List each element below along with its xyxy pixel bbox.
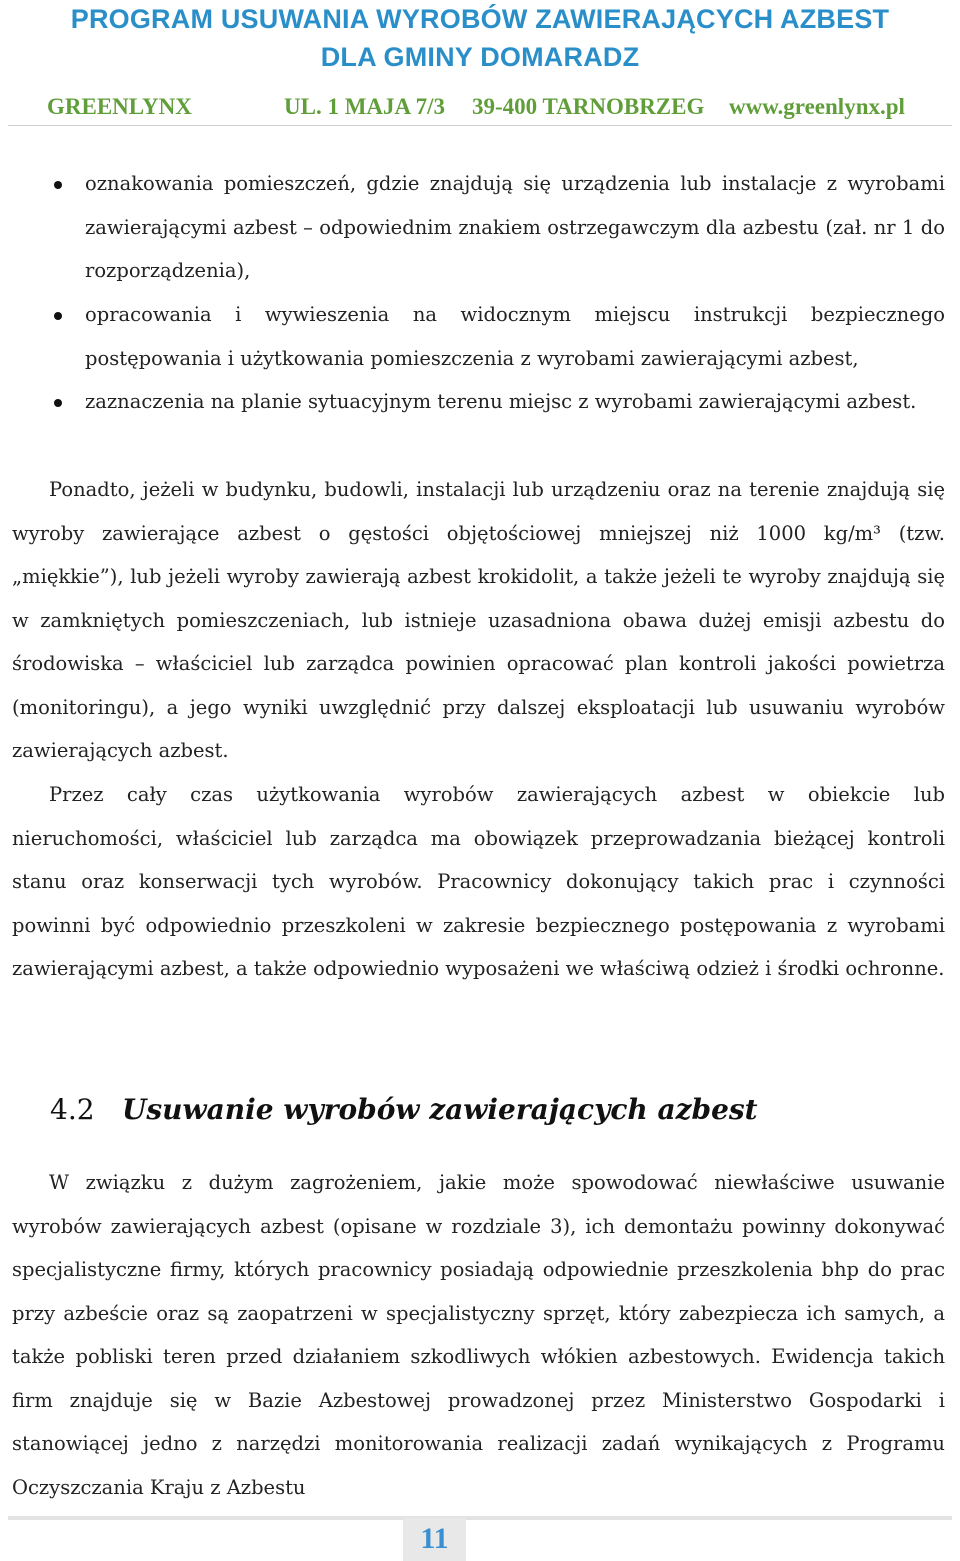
paragraph-maintenance: Przez cały czas użytkowania wyrobów zawierających azbest w obiekcie lub nieruchomości, właściciel lub zarządca ma obowiązek przeprowadzania bieżącej kontroli stanu oraz konserwacji tych wyrobów. Pracownicy dokonujący takich prac i czynności powinni być odpowiednio przeszkoleni w zakresie bezpiecznego postępowania z wyrobami zawierającymi azbest, a także odpowiednio wyposażeni we właściwą odzież i środki ochronne. <box>12 783 945 980</box>
document-title-line2: DLA GMINY DOMARADZ <box>320 42 640 72</box>
paragraph-removal: W związku z dużym zagrożeniem, jakie może spowodować niewłaściwe usuwanie wyrobów zawierających azbest (opisane w rozdziale 3), ich demontażu powinny dokonywać specjalistyczne firmy, których pracownicy posiadają odpowiednie przeszkolenia bhp do prac przy azbeście oraz są zaopatrzeni w specjalistyczny sprzęt, który zabezpiecza ich samych, a także pobliski teren przed działaniem szkodliwych włókien azbestowych. Ewidencja takich firm znajduje się w Bazie Azbestowej prowadzonej przez Ministerstwo Gospodarki i stanowiącej jedno z narzędzi monitorowania realizacji zadań wynikających z Programu Oczyszczania Kraju z Azbestu <box>12 1171 945 1499</box>
section-number: 4.2 <box>50 1093 95 1126</box>
section-heading <box>50 1088 758 1132</box>
footer-divider <box>8 1516 952 1520</box>
company-street: UL. 1 MAJA 7/3 <box>284 94 445 119</box>
header-divider <box>8 125 952 126</box>
company-header <box>47 90 917 124</box>
company-city: 39-400 TARNOBRZEG <box>472 94 705 119</box>
page-number: 11 <box>420 1522 449 1555</box>
company-website[interactable]: www.greenlynx.pl <box>729 94 905 119</box>
section-title: Usuwanie wyrobów zawierających azbest <box>122 1093 758 1126</box>
bullet-icon <box>54 181 62 189</box>
company-name: GREENLYNX <box>47 94 192 119</box>
bullet-item-2: opracowania i wywieszenia na widocznym miejscu instrukcji bezpiecznego postępowania i użytkowania pomieszczenia z wyrobami zawierającymi azbest, <box>85 303 945 370</box>
paragraph-monitoring: Ponadto, jeżeli w budynku, budowli, instalacji lub urządzeniu oraz na terenie znajdują się wyroby zawierające azbest o gęstości objętościowej mniejszej niż 1000 kg/m³ (tzw. „miękkie”), lub jeżeli wyroby zawierają azbest krokidolit, a także jeżeli te wyroby znajdują się w zamkniętych pomieszczeniach, lub istnieje uzasadniona obawa dużej emisji azbestu do środowiska – właściciel lub zarządca powinien opracować plan kontroli jakości powietrza (monitoringu), a jego wyniki uwzględnić przy dalszej eksploatacji lub usuwaniu wyrobów zawierających azbest. <box>12 478 945 762</box>
bullet-icon <box>54 312 62 320</box>
bullet-item-3: zaznaczenia na planie sytuacyjnym terenu miejsc z wyrobami zawierającymi azbest. <box>85 390 917 413</box>
document-title-line1: PROGRAM USUWANIA WYROBÓW ZAWIERAJĄCYCH AZBEST <box>70 4 890 34</box>
bullet-item-1: oznakowania pomieszczeń, gdzie znajdują się urządzenia lub instalacje z wyrobami zawierającymi azbest – odpowiednim znakiem ostrzegawczym dla azbestu (zał. nr 1 do rozporządzenia), <box>85 172 945 282</box>
bullet-icon <box>54 399 62 407</box>
